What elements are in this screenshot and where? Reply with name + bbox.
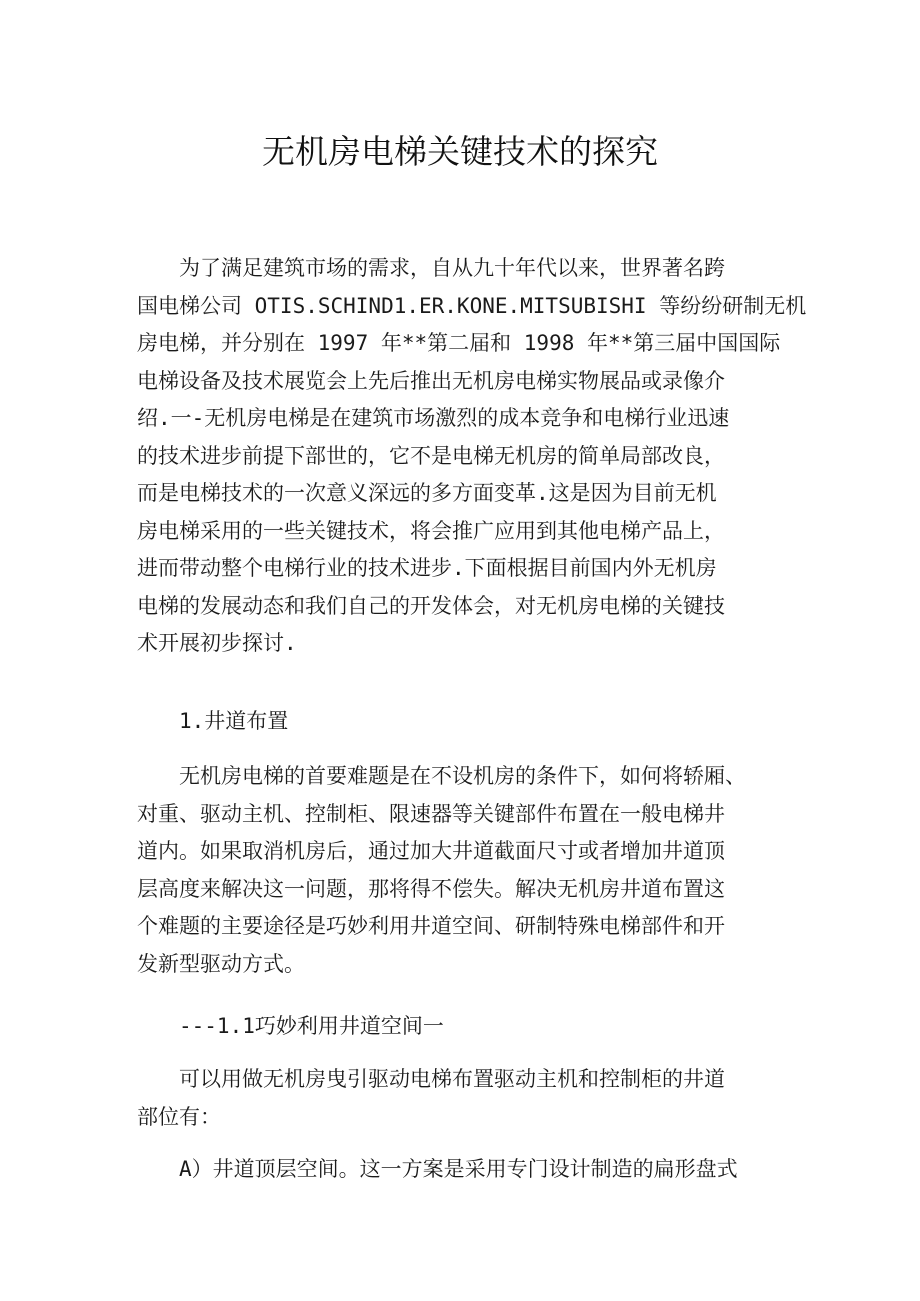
text-line: 无机房电梯的首要难题是在不设机房的条件下，如何将轿厢、 [179,764,746,788]
text-line: 的技术进步前提下部世的，它不是电梯无机房的简单局部改良， [137,443,725,468]
text-line: 房电梯，并分别在 1997 年**第二届和 1998 年**第三届中国国际 [137,331,781,355]
text-line: 术开展初步探讨. [137,631,297,655]
list-item-a: A）井道顶层空间。这一方案是采用专门设计制造的扁形盘式 [179,1157,738,1181]
document-title: 无机房电梯关键技术的探究 [262,132,658,171]
intro-paragraph [137,250,807,663]
subsection-paragraph [137,1061,793,1136]
text-line: 电梯设备及技术展览会上先后推出无机房电梯实物展品或录像介 [137,368,725,393]
text-line: 国电梯公司 OTIS.SCHIND1.ER.KONE.MITSUBISHI 等纷纷研制无机 [137,293,807,318]
subsection-heading: ---1.1巧妙利用井道空间一 [179,1014,444,1038]
text-line: 发新型驱动方式。 [137,951,305,976]
text-line: 绍.一-无机房电梯是在建筑市场激烈的成本竞争和电梯行业迅速 [137,406,730,430]
text-line: 可以用做无机房曳引驱动电梯布置驱动主机和控制柜的井道 [179,1067,725,1091]
text-line: 部位有： [137,1104,221,1129]
text-line: 进而带动整个电梯行业的技术进步.下面根据目前国内外无机房 [137,556,717,580]
text-line: 层高度来解决这一问题，那将得不偿失。解决无机房井道布置这 [137,876,725,901]
text-line: 对重、驱动主机、控制柜、限速器等关键部件布置在一般电梯井 [137,801,725,826]
text-line: 为了满足建筑市场的需求，自从九十年代以来，世界著名跨 [179,256,725,280]
text-line: 电梯的发展动态和我们自己的开发体会，对无机房电梯的关键技 [137,593,725,618]
text-line: 而是电梯技术的一次意义深远的多方面变革.这是因为目前无机 [137,481,717,505]
text-line: 道内。如果取消机房后，通过加大井道截面尺寸或者增加井道顶 [137,839,725,863]
text-line: 房电梯采用的一些关键技术，将会推广应用到其他电梯产品上， [137,518,725,543]
section-paragraph [137,758,793,983]
section-heading: 1.井道布置 [179,709,289,733]
text-line: 个难题的主要途径是巧妙利用井道空间、研制特殊电梯部件和开 [137,914,725,938]
